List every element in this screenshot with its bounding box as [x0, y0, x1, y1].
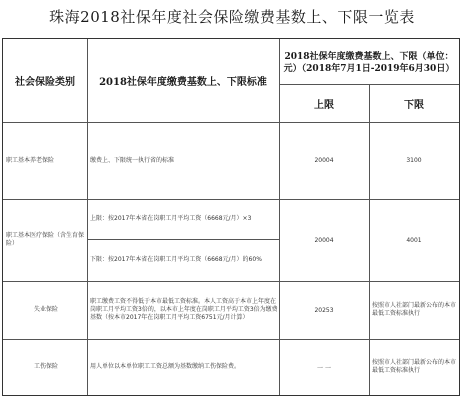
header-standard: 2018社保年度缴费基数上、下限标准 [99, 77, 267, 88]
row-standard: 缴费上、下限统一执行省的标准 [90, 156, 175, 164]
row-lower: 3100 [406, 157, 422, 164]
row-standard-lower: 下限：按2017年本省在岗职工月平均工资（6668元/月）的60% [90, 256, 262, 263]
header-category: 社会保险类别 [15, 77, 75, 88]
header-upper: 上限 [314, 99, 334, 111]
row-category: 职工基本医疗保险（含生育保险） [6, 232, 85, 247]
row-upper: 20253 [314, 306, 334, 314]
row-upper: 一 一 [317, 364, 331, 372]
row-upper: 20004 [314, 236, 334, 244]
header-range: 2018社保年度缴费基数上、下限（单位：元）（2018年7月1日-2019年6月30日） [283, 51, 455, 74]
row-lower: 4001 [406, 236, 422, 244]
row-category: 职工基本养老保险 [6, 156, 55, 164]
row-lower: 按照市人社部门最新公布的本市最低工资标准执行 [372, 359, 457, 374]
insurance-table [2, 38, 460, 396]
row-standard: 职工缴费工资不得低于本市最低工资标准。本人工资高于本市上年度在岗职工月平均工资3倍的，以本市上年度在岗职工月平均工资3倍为缴费基数（按本市2017年在岗职工月平均工资6751元/月计算） [90, 298, 278, 321]
row-standard-upper: 上限：按2017年本省在岗职工月平均工资（6668元/月）×3 [90, 215, 252, 222]
row-standard: 用人单位以本单位职工工资总额为基数缴纳工伤保险费。 [90, 363, 241, 370]
row-lower: 按照市人社部门最新公布的本市最低工资标准执行 [372, 302, 457, 317]
header-lower: 下限 [404, 99, 424, 111]
row-category: 工伤保险 [33, 363, 58, 370]
row-upper: 20004 [314, 157, 334, 164]
page-title: 珠海2018社保年度社会保险缴费基数上、下限一览表 [49, 8, 415, 26]
row-category: 失业保险 [33, 306, 58, 313]
